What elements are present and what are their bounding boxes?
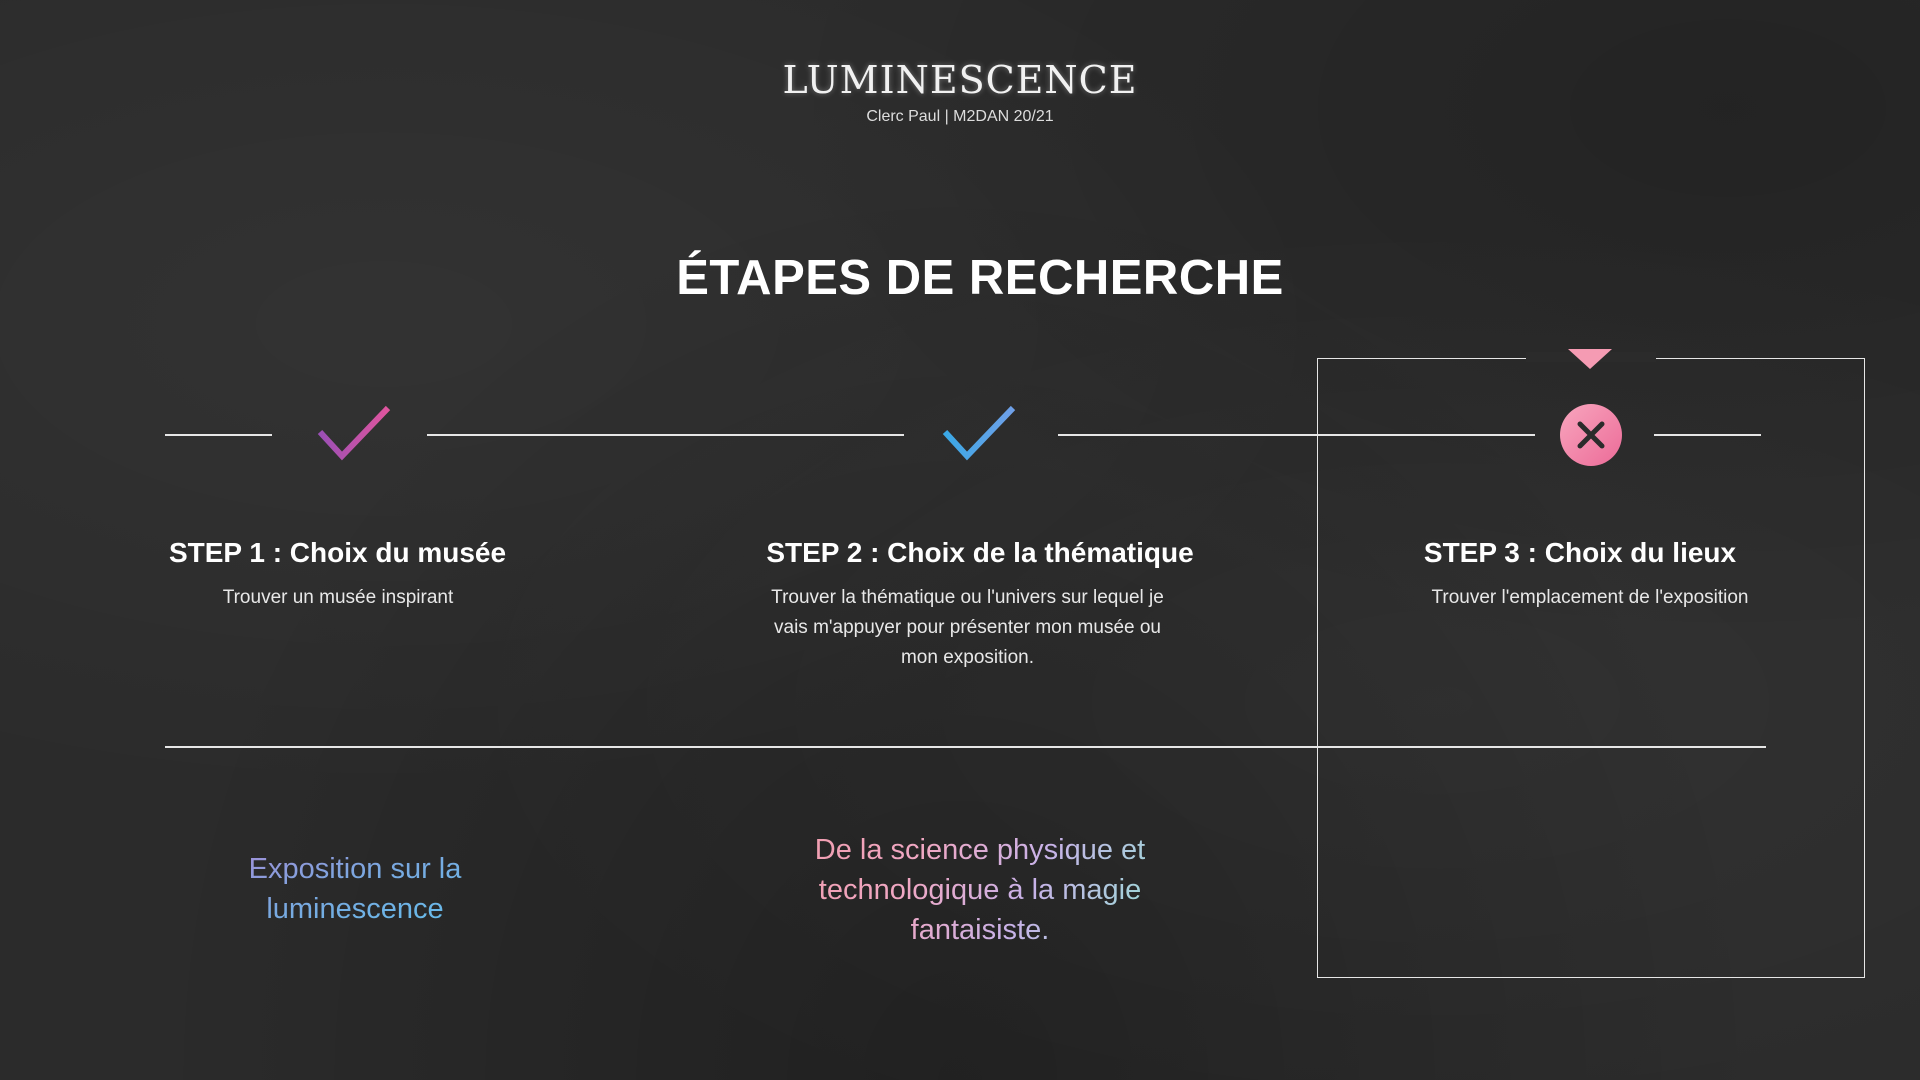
step-3-description: Trouver l'emplacement de l'exposition	[1431, 587, 1749, 608]
step-1-title: STEP 1 : Choix du musée	[168, 537, 507, 568]
triangle-down-icon	[1567, 348, 1613, 370]
tagline-exposition: Exposition sur la luminescence	[200, 849, 510, 929]
logo	[780, 58, 1140, 126]
timeline-line-1-2	[427, 434, 904, 436]
step-2-title: STEP 2 : Choix de la thématique	[766, 537, 1194, 568]
check-icon	[316, 402, 392, 464]
timeline-line-left	[165, 434, 272, 436]
page-title: ÉTAPES DE RECHERCHE	[676, 251, 1284, 305]
step-1-description: Trouver un musée inspirant	[222, 587, 454, 608]
step-3-title: STEP 3 : Choix du lieux	[1423, 537, 1737, 568]
check-icon	[941, 402, 1017, 464]
step-2-description: Trouver la thématique ou l'univers sur lequel je vais m'appuyer pour présenter mon musée ou mon exposition.	[771, 587, 1164, 668]
cross-circle-icon	[1559, 403, 1623, 467]
logo-wordmark: LUMINESCENCE	[782, 58, 1138, 102]
logo-subtitle: Clerc Paul | M2DAN 20/21	[866, 108, 1054, 125]
tagline-science-magic: De la science physique et technologique à la magie fantaisiste.	[760, 830, 1200, 950]
